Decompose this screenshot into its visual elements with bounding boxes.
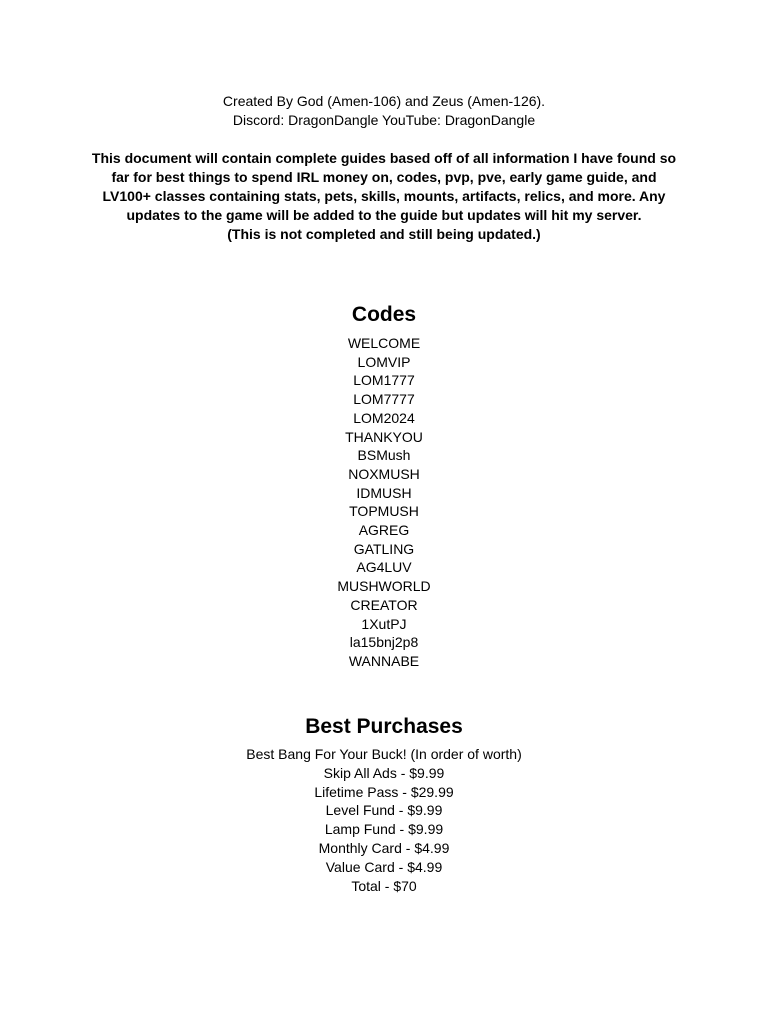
purchases-heading: Best Purchases [305,715,463,738]
intro-line: far for best things to spend IRL money on, codes, pvp, pve, early game guide, and [111,169,657,185]
codes-list [0,334,768,671]
purchase-item: Level Fund - $9.99 [325,802,443,819]
code-item: CREATOR [350,596,418,613]
code-item: AG4LUV [356,559,412,576]
code-item: BSMush [357,447,411,464]
intro-line: LV100+ classes containing stats, pets, skills, mounts, artifacts, relics, and more. Any [102,188,666,204]
intro-line: updates to the game will be added to the guide but updates will hit my server. [126,207,642,223]
code-item: LOM1777 [353,372,415,389]
code-item: WANNABE [348,652,420,669]
code-item: WELCOME [347,335,421,351]
codes-heading: Codes [351,303,417,326]
purchases-total: Total - $70 [351,877,417,894]
code-item: LOMVIP [357,353,411,370]
code-item: LOM7777 [353,391,415,408]
code-item: GATLING [353,540,415,557]
intro-paragraph [90,149,678,244]
purchase-item: Lamp Fund - $9.99 [324,821,444,838]
purchases-subtitle: Best Bang For Your Buck! (In order of worth) [246,746,522,762]
intro-line: (This is not completed and still being updated.) [227,226,541,242]
purchases-list [0,745,768,895]
intro-line: This document will contain complete guides based off of all information I have found so [91,150,677,166]
code-item: la15bnj2p8 [349,634,419,651]
purchase-item: Skip All Ads - $9.99 [323,764,445,781]
code-item: IDMUSH [356,484,412,501]
code-item: 1XutPJ [361,615,407,632]
code-item: THANKYOU [345,428,423,445]
purchase-item: Lifetime Pass - $29.99 [314,783,454,800]
credits-line: Created By God (Amen-106) and Zeus (Amen-126). [222,93,546,109]
code-item: LOM2024 [353,409,415,426]
credits-block [0,92,768,130]
credits-line: Discord: DragonDangle YouTube: DragonDangle [232,112,536,128]
code-item: TOPMUSH [349,503,419,520]
purchase-item: Value Card - $4.99 [325,858,443,875]
purchase-item: Monthly Card - $4.99 [318,839,450,856]
code-item: NOXMUSH [348,465,420,482]
code-item: MUSHWORLD [337,578,431,595]
code-item: AGREG [358,522,410,539]
